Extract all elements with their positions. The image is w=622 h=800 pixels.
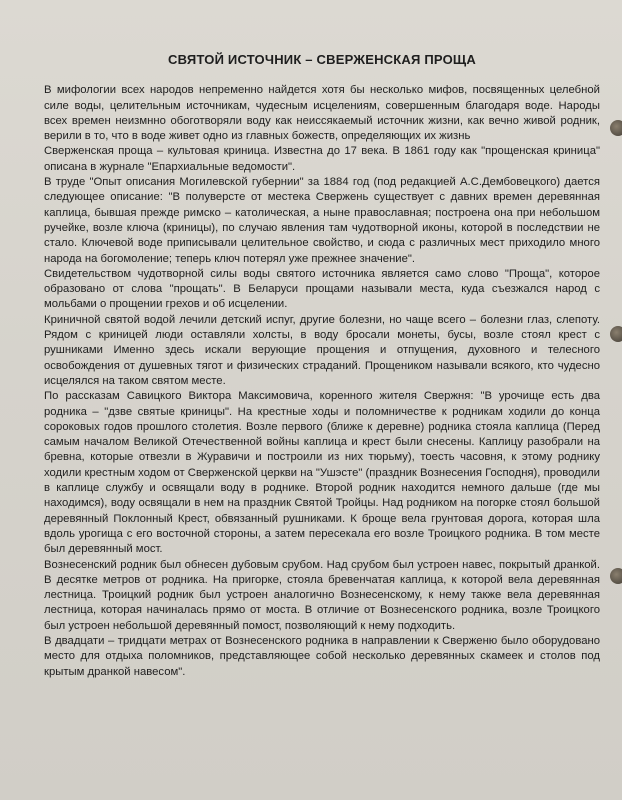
document-body — [44, 52, 600, 680]
paragraph: Вознесенский родник был обнесен дубовым срубом. Над срубом был устроен навес, покрытый дранкой. В десятке метров от родника. На пригорке, стояла бревенчатая каплица, к которой вела деревянная лестница. Троицкий родник был устроен аналогично Вознесенскому, к нему также вела деревянная лестница, которая начиналась прямо от моста. В отличие от Вознесенского родника, возле Троицкого был устроен небольшой деревянный помост, позволяющий к нему подходить. — [44, 558, 600, 632]
paragraph: По рассказам Савицкого Виктора Максимовича, коренного жителя Свержня: "В урочище есть два родника – "дзве святые криницы". На крестные ходы и поломничестве к родникам ходили до конца сороковых годов прошлого столетия. Возле первого (ближе к деревне) родника стояла каплица (Перед самым началом Великой Отечественной войны каплица и крест были снесены. Каплицу разобрали на бревна, которые отвезли в Журавичи и построили из них тюрьму), тоесть часовня, к этому роднику ходили крестным ходом от Сверженской церкви на "Ушэсте" (праздник Вознесения Господня), проводили в каплице службу и освящали воду в роднике. Второй родник находится немного дальше (где мы находимся), воду освящали в нем на праздник Святой Тройцы. Над родником на погорке стоял большой деревянный Поклонный Крест, обвязанный рушниками. К броще вела грунтовая дорога, которая шла вдоль урогища с его восточной стороны, а затем пересекала его возле Троицкого родника. В том месте был деревянный мост. — [44, 390, 600, 556]
paragraph: Криничной святой водой лечили детский испуг, другие болезни, но чаще всего – болезни глаз, слепоту. Рядом с криницей люди оставляли холсты, в воду бросали монеты, бусы, возле стоял крест с рушниками Именно здесь искали верующие прощения и отпущения, духовного и телесного освобождения от душевных тягот и физических страданий. Прощеником называли всякого, кто чудесно исцелялся на таком святом месте. — [44, 313, 600, 387]
binder-hole — [610, 568, 622, 584]
binder-hole — [610, 120, 622, 136]
binder-hole — [610, 326, 622, 342]
paragraph: Сверженская проща – культовая криница. Известна до 17 века. В 1861 году как "прощенская криница" описана в журнале "Епархиальные ведомости". — [44, 145, 600, 173]
paragraph: В двадцати – тридцати метрах от Вознесенского родника в направлении к Сверженю было оборудовано место для отдыха поломников, представляющее собой несколько деревянных скамеек и столов под крытым дранкой навесом". — [44, 634, 600, 678]
document-title: СВЯТОЙ ИСТОЧНИК – СВЕРЖЕНСКАЯ ПРОЩА — [168, 52, 476, 67]
paragraph: В мифологии всех народов непременно найдется хотя бы несколько мифов, посвященных целебной силе воды, целительным источникам, чудесным исцелениям, совершенным благодаря воде. Народы всех времен неизмнно обоготворяли воду как неиссякаемый источник жизни, как вечно живой родник, верили в то, что в воде живет одно из главных божеств, определяющих их жизнь — [44, 84, 600, 143]
paragraph: В труде "Опыт описания Могилевской губернии" за 1884 год (под редакцией А.С.Дембовецкого) дается следующее описание: "В полуверсте от местека Свержень существует с давних времен деревянная каплица, бывшая прежде римско – католическая, а ныне православная; построена она при небольшом ручейке, возле ключа (криницы), по случаю явления там чудотворной иконы, которой в последствии не стало. Ключевой воде приписывали целительное свойство, и сюда с различных мест приходило много народа на богомоление; теперь ключ потерял уже прежнее значение". — [44, 176, 600, 265]
paragraph: Свидетельством чудотворной силы воды святого источника является само слово "Проща", которое образовано от слова "прощать". В Беларуси прощами называли места, куда съезжался народ с мольбами о прощении грехов и об исцелении. — [44, 267, 600, 311]
